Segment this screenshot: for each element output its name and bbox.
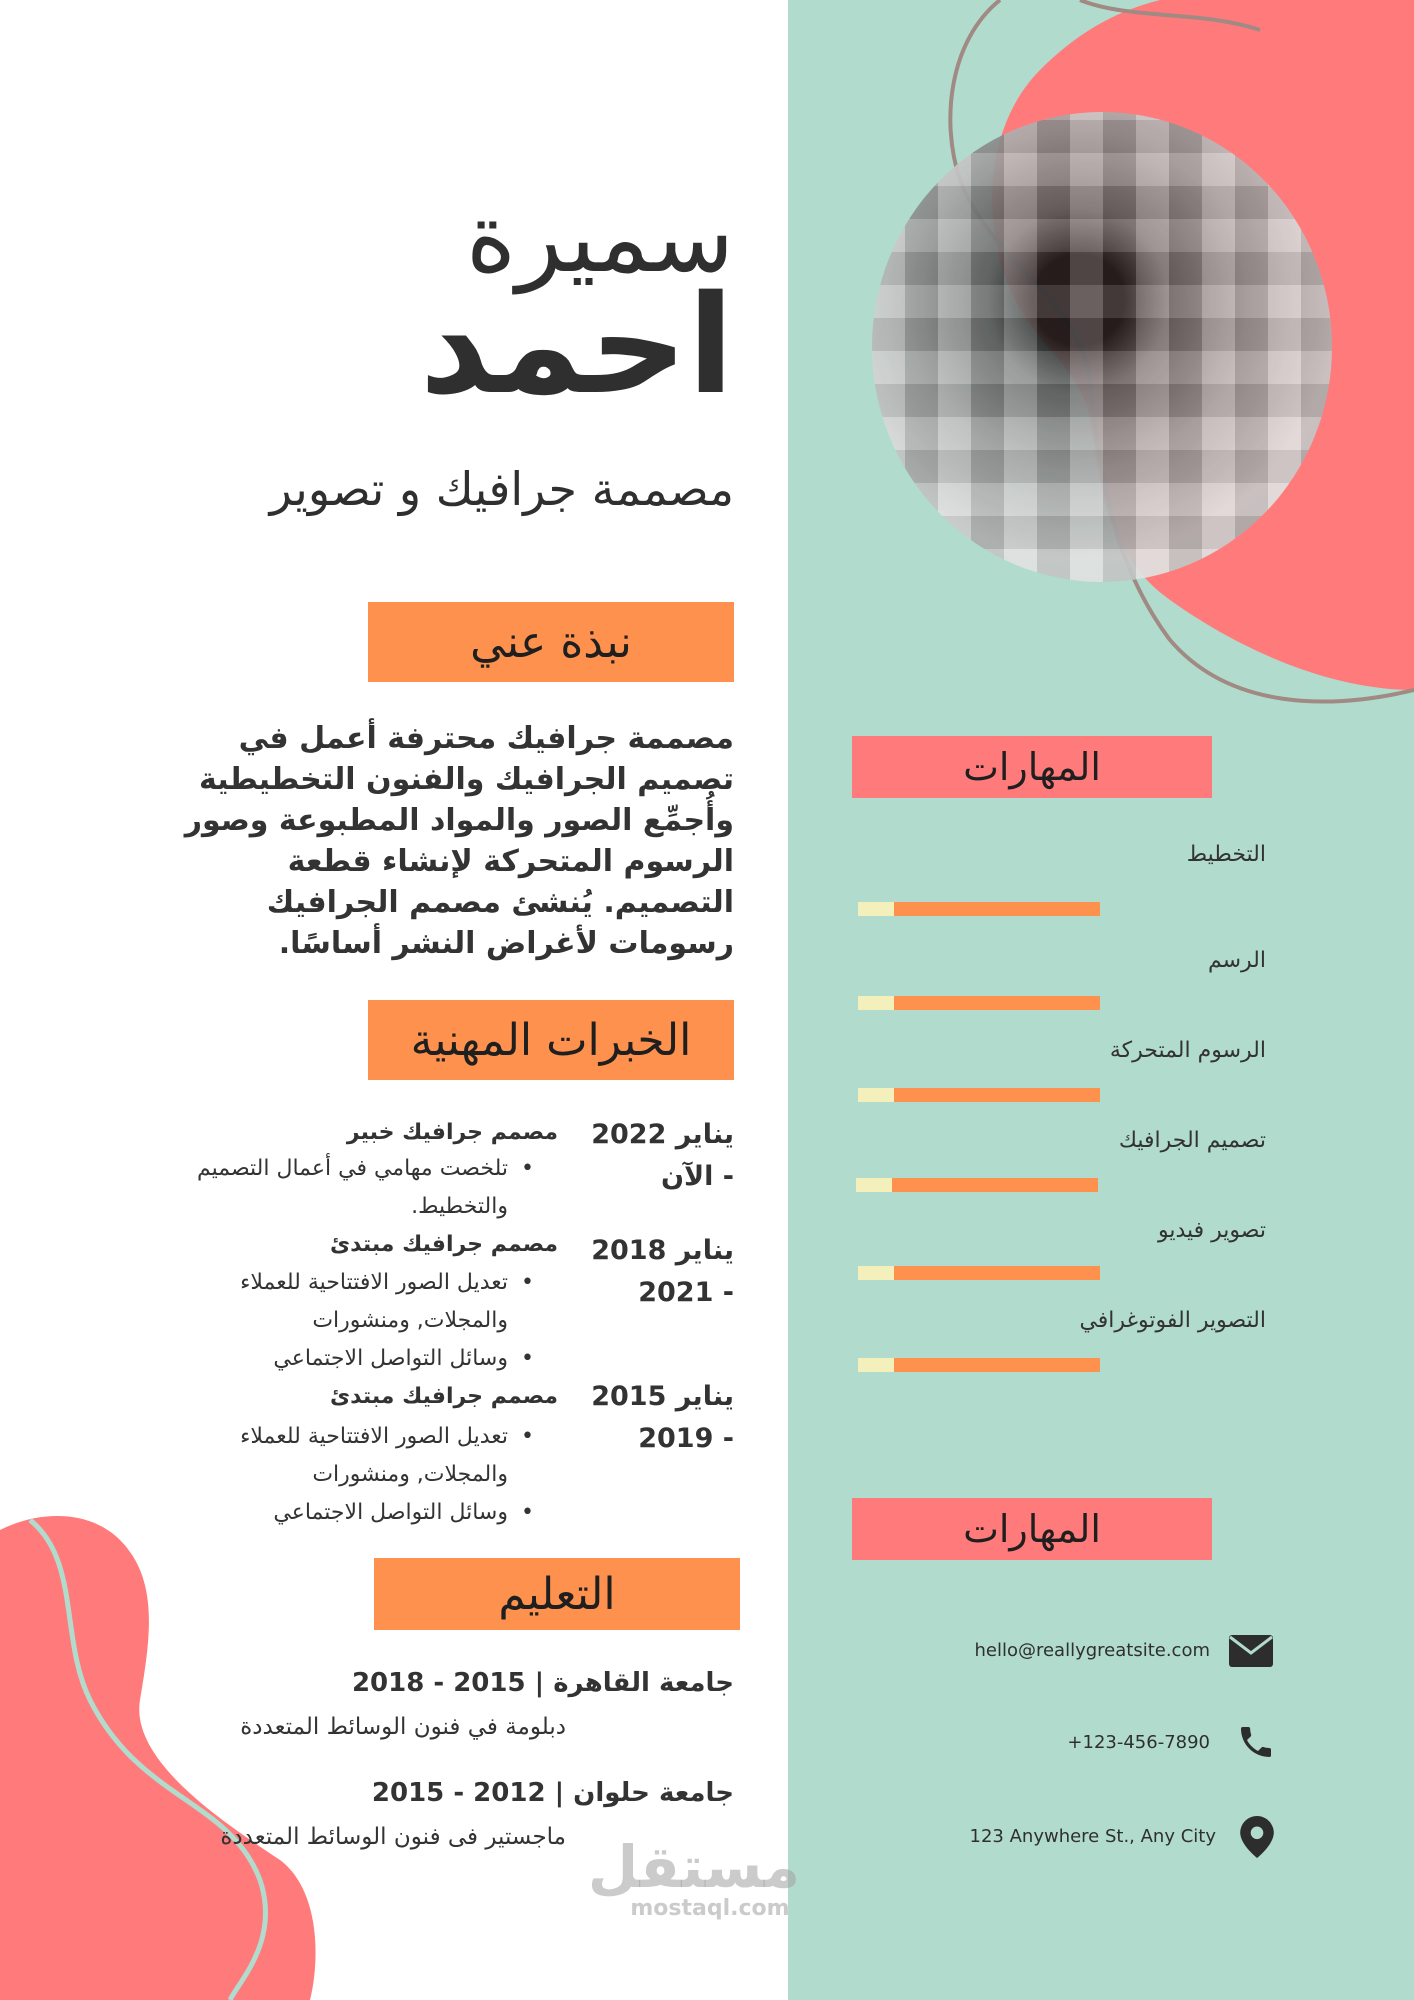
skill-bar-fill bbox=[894, 902, 1100, 916]
watermark-latin: mostaql.com bbox=[630, 1896, 790, 1921]
experience-bullet: • تلخصت مهامي في أعمال التصميم والتخطيط. bbox=[174, 1150, 534, 1226]
last-name: احمد bbox=[419, 267, 734, 425]
skill-bar bbox=[858, 996, 1100, 1010]
email-text[interactable]: hello@reallygreatsite.com bbox=[974, 1640, 1210, 1661]
watermark bbox=[587, 1833, 800, 1921]
skill-label: تصوير فيديو bbox=[1157, 1218, 1266, 1243]
experience-bullet: • تعديل الصور الافتتاحية للعملاء والمجلات, ومنشورات bbox=[174, 1418, 534, 1494]
experience-role: مصمم جرافيك مبتدئ bbox=[329, 1384, 558, 1409]
email-icon bbox=[1228, 1634, 1274, 1668]
education-subtitle: دبلومة في فنون الوسائط المتعددة bbox=[240, 1714, 566, 1740]
experience-date: يناير 2015 - 2019 bbox=[591, 1381, 734, 1454]
location-pin-icon bbox=[1240, 1816, 1274, 1858]
experience-bullet: • وسائل التواصل الاجتماعي bbox=[174, 1340, 534, 1378]
experience-role: مصمم جرافيك مبتدئ bbox=[329, 1232, 558, 1257]
about-text: مصممة جرافيك محترفة أعمل في تصميم الجرافيك والفنون التخطيطية وأُجمِّع الصور والمواد المطبوعة وصور الرسوم المتحركة لإنشاء قطعة التصميم. يُنشئ مصمم الجرافيك رسومات لأغراض النشر أساسًا. bbox=[184, 721, 734, 961]
skill-bar-fill bbox=[894, 1088, 1100, 1102]
experience-bullets bbox=[174, 1150, 534, 1226]
phone-icon bbox=[1236, 1722, 1276, 1762]
education-subtitle: ماجستير فى فنون الوسائط المتعددة bbox=[220, 1824, 566, 1850]
experience-bullet: • تعديل الصور الافتتاحية للعملاء والمجلات, ومنشورات bbox=[174, 1264, 534, 1340]
address-text[interactable]: 123 Anywhere St., Any City bbox=[969, 1826, 1216, 1847]
skill-bar-fill bbox=[892, 1178, 1098, 1192]
skill-bar-fill bbox=[894, 1266, 1100, 1280]
skill-bar bbox=[858, 902, 1100, 916]
experience-date: يناير 2022 - الآن bbox=[591, 1119, 734, 1192]
experience-heading: الخبرات المهنية bbox=[368, 1000, 734, 1080]
skill-label: تصميم الجرافيك bbox=[1118, 1128, 1266, 1153]
experience-bullets bbox=[174, 1264, 534, 1378]
skills-heading: المهارات bbox=[852, 736, 1212, 798]
about-heading: نبذة عني bbox=[368, 602, 734, 682]
contact-heading: المهارات bbox=[852, 1498, 1212, 1560]
phone-text[interactable]: +123-456-7890 bbox=[1067, 1732, 1210, 1753]
skill-bar-fill bbox=[894, 1358, 1100, 1372]
skill-bar bbox=[858, 1088, 1100, 1102]
education-title: جامعة القاهرة | 2015 - 2018 bbox=[351, 1668, 734, 1698]
skill-bar bbox=[858, 1358, 1100, 1372]
skill-label: التخطيط bbox=[1186, 842, 1266, 867]
skill-label: الرسم bbox=[1207, 948, 1266, 973]
skill-label: الرسوم المتحركة bbox=[1109, 1038, 1266, 1063]
skill-label: التصوير الفوتوغرافي bbox=[1079, 1308, 1266, 1333]
skill-bar bbox=[858, 1266, 1100, 1280]
education-heading: التعليم bbox=[374, 1558, 740, 1630]
experience-bullets bbox=[174, 1418, 534, 1532]
skill-bar-fill bbox=[894, 996, 1100, 1010]
experience-date: يناير 2018 - 2021 bbox=[591, 1235, 734, 1308]
profile-photo bbox=[872, 112, 1332, 582]
first-name: سميرة bbox=[465, 182, 734, 294]
watermark-arabic: مستقل bbox=[587, 1833, 800, 1901]
education-title: جامعة حلوان | 2012 - 2015 bbox=[371, 1778, 734, 1808]
job-title: مصممة جرافيك و تصوير bbox=[269, 462, 734, 516]
experience-bullet: • وسائل التواصل الاجتماعي bbox=[174, 1494, 534, 1532]
skill-bar bbox=[856, 1178, 1098, 1192]
experience-role: مصمم جرافيك خبير bbox=[346, 1120, 558, 1145]
